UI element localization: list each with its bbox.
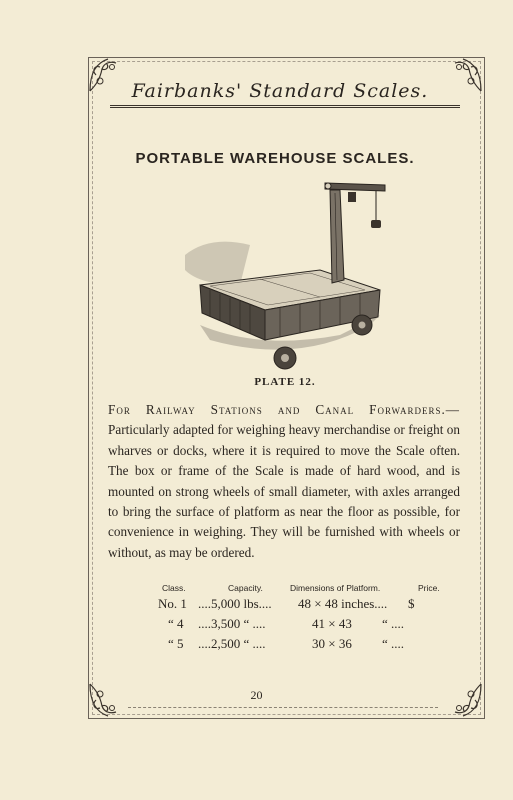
row-class: No. 1	[158, 596, 187, 611]
row-dimensions: 30 × 36	[312, 636, 352, 651]
row-price: $	[408, 596, 415, 611]
table-header	[150, 580, 460, 596]
table-row	[150, 636, 460, 656]
row-price: “ ....	[382, 636, 405, 651]
paragraph-text: Particularly adapted for weighing heavy merchandise or freight on wharves or docks, where it is required to move the Scale often. The box or frame of the Scale is made of hard wood, and is mounted on strong wheels of small diameter, with axles arranged to bring the surface of platform as near the floor as possible, for convenience in weighing. They will be furnished with wheels or without, as may be ordered.	[108, 422, 460, 560]
row-price: “ ....	[382, 616, 405, 631]
header-capacity: Capacity.	[228, 583, 263, 593]
row-dimensions: 41 × 43	[312, 616, 352, 631]
title-rule	[110, 107, 460, 108]
header-dimensions: Dimensions of Platform.	[290, 583, 381, 593]
row-class: “ 4	[168, 616, 184, 631]
footer-rule	[128, 707, 438, 708]
row-capacity: ....5,000 lbs....	[198, 596, 272, 611]
page-number: 20	[250, 688, 263, 702]
table-row	[150, 596, 460, 616]
row-dimensions: 48 × 48 inches....	[298, 596, 388, 611]
title-rule	[110, 105, 460, 106]
header-class: Class.	[162, 583, 186, 593]
corner-ornament-icon	[445, 55, 485, 95]
price-table	[150, 580, 460, 656]
warehouse-scale-illustration	[180, 175, 390, 375]
row-capacity: ....3,500 “ ....	[198, 616, 266, 631]
description-paragraph	[108, 400, 460, 563]
page-heading: PORTABLE WAREHOUSE SCALES.	[135, 150, 415, 167]
running-title: Fairbanks' Standard Scales.	[131, 80, 429, 102]
header-price: Price.	[418, 583, 440, 593]
row-class: “ 5	[168, 636, 184, 651]
plate-caption: PLATE 12.	[254, 376, 316, 388]
paragraph-lead: For Railway Stations and Canal Forwarders.—	[108, 402, 460, 417]
corner-ornament-icon	[86, 55, 126, 95]
row-capacity: ....2,500 “ ....	[198, 636, 266, 651]
table-row	[150, 616, 460, 636]
